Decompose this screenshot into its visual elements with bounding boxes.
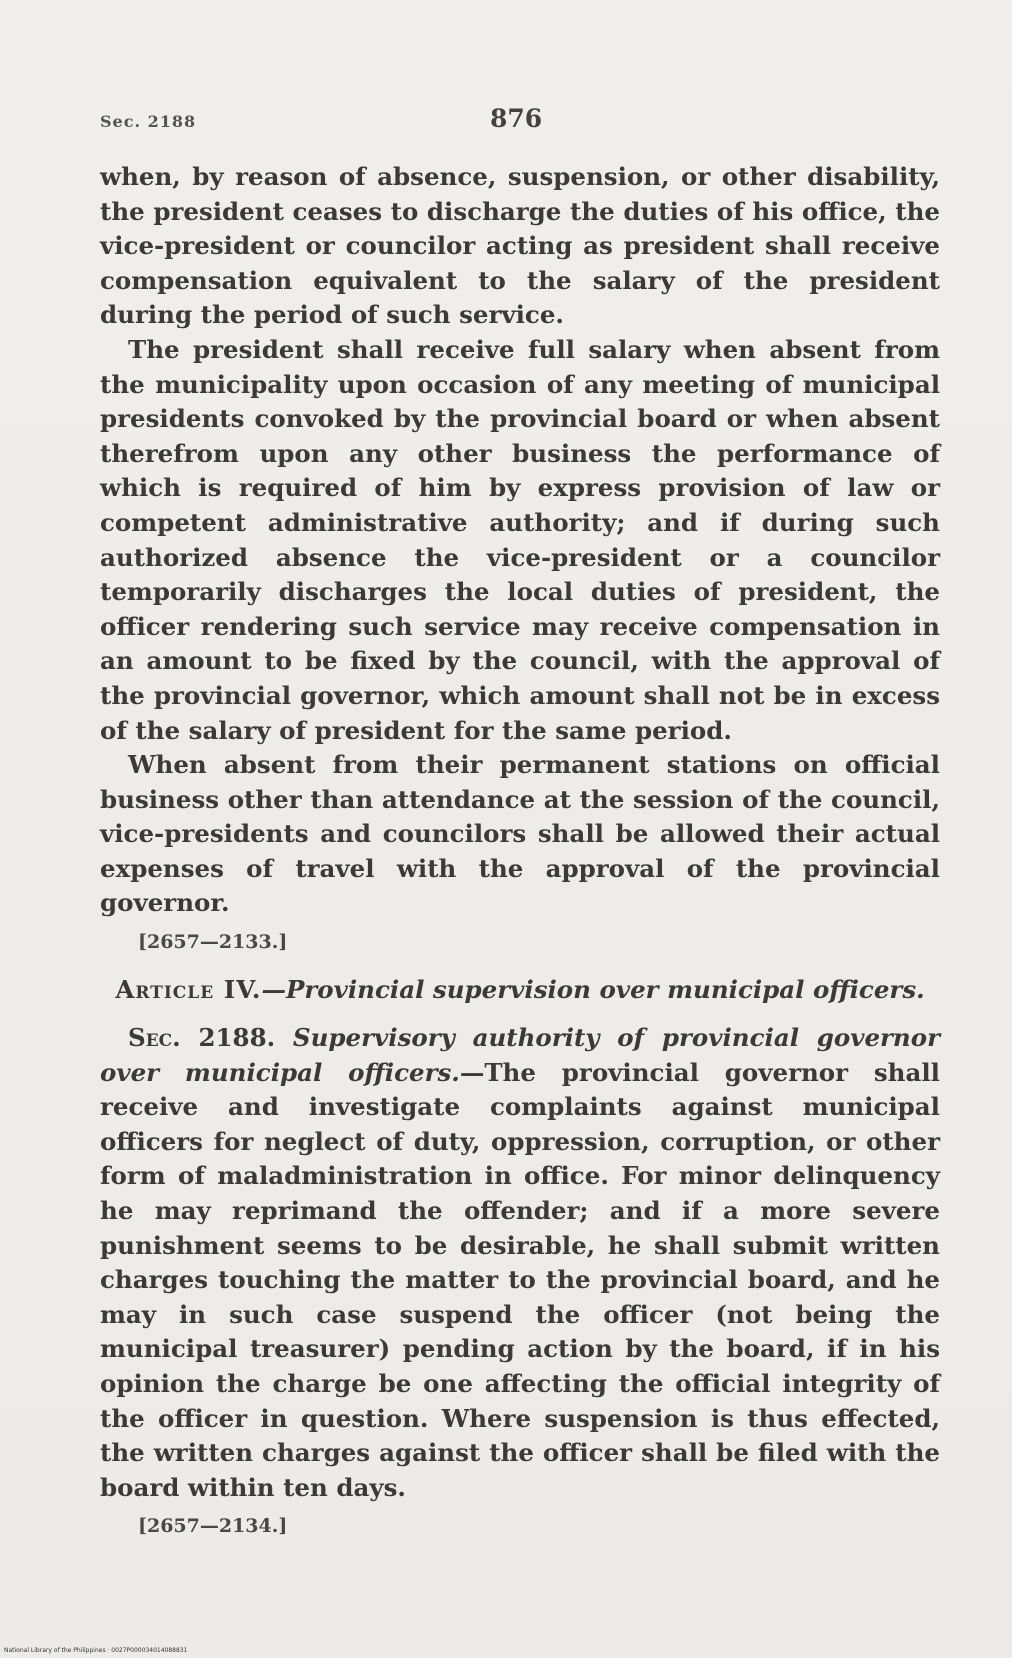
- section-reference: Sec. 2188: [100, 112, 197, 131]
- paragraph-continuation: when, by reason of absence, suspension, or other disability, the president ceases to discharge the duties of his office, the vice-president or councilor acting as president shall receive compensation equivalent to the salary of the president during the period of such service.: [100, 162, 940, 330]
- section-number: Sec. 2188.: [128, 1023, 276, 1053]
- page-body: [100, 160, 940, 1543]
- citation-first: [2657—2133.]: [138, 931, 288, 954]
- paragraph-full-salary: The president shall receive full salary when absent from the municipality upon occasion of any meeting of municipal presidents convoked by the provincial board or when absent therefrom upon any other business the performance of which is required of him by express provision of law or competent administrative authority; and if during such authorized absence the vice-president or a councilor temporarily discharges the local duties of president, the officer rendering such service may receive compensation in an amount to be fixed by the council, with the approval of the provincial governor, which amount shall not be in excess of the salary of president for the same period.: [100, 334, 940, 745]
- section-text: —The provincial governor shall receive and investigate complaints against municipal officers for neglect of duty, oppression, corruption, or other form of maladministration in office. For minor delinquency he may reprimand the offender; and if a more severe punishment seems to be desirable, he shall submit written charges touching the matter to the provincial board, and he may in such case suspend the officer (not being the municipal treasurer) pending action by the board, if in his opinion the charge be one affecting the official integrity of the officer in question. Where suspension is thus effected, the written charges against the officer shall be filed with the board within ten days.: [100, 1057, 940, 1502]
- page-header: [100, 104, 940, 144]
- article-label: Article IV.: [115, 975, 262, 1005]
- article-title: —Provincial supervision over municipal officers.: [261, 975, 925, 1005]
- page-number: 876: [490, 104, 543, 133]
- paragraph-travel-expenses: When absent from their permanent stations on official business other than attendance at the session of the council, vice-presidents and councilors shall be allowed their actual expenses of travel with the approval of the provincial governor.: [100, 750, 940, 918]
- library-footer: National Library of the Philippines · 0027P000034014088831: [4, 1647, 188, 1654]
- article-heading: [100, 973, 940, 1007]
- section-heading: Supervisory authority of provincial governor over municipal officers.: [100, 1023, 940, 1087]
- citation-second: [2657—2134.]: [138, 1515, 288, 1538]
- section-paragraph: [100, 1021, 940, 1505]
